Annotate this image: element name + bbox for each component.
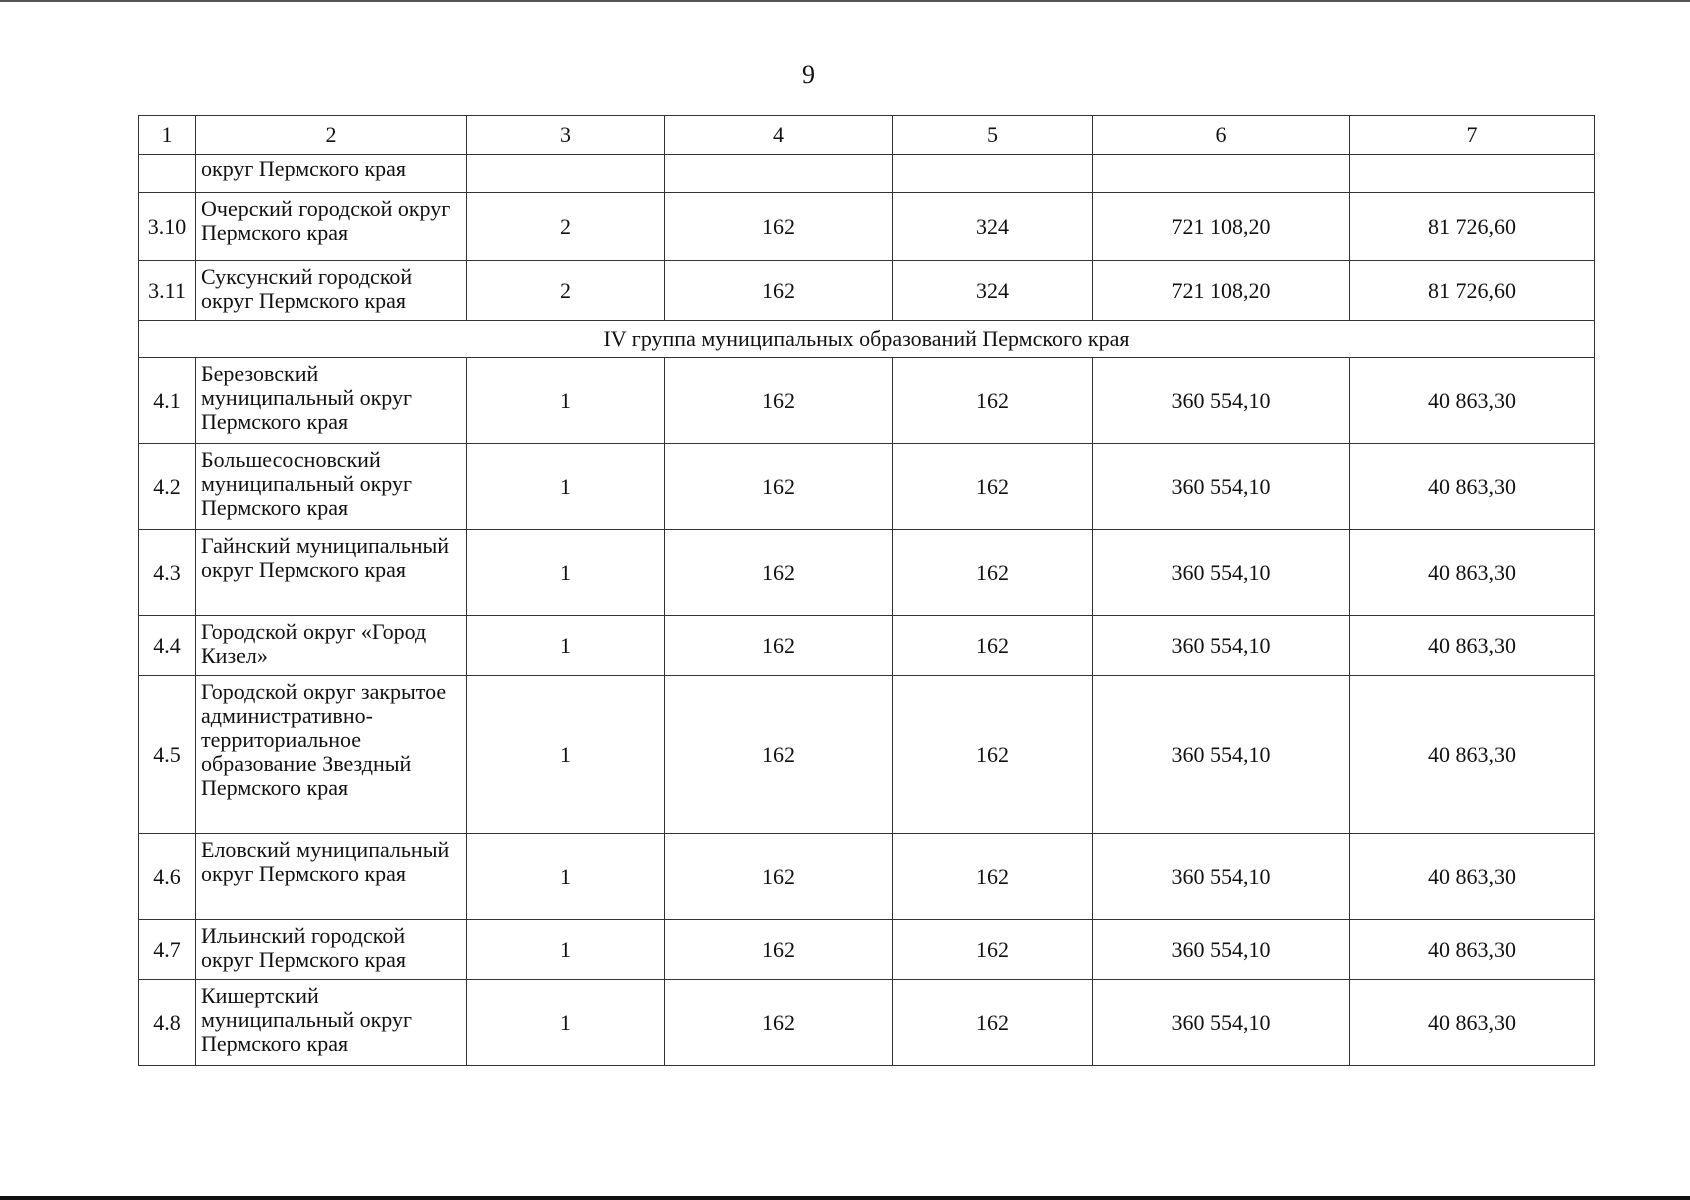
column-number: 7 — [1350, 116, 1595, 155]
column-number: 1 — [139, 116, 196, 155]
sub-amount-value: 81 726,60 — [1350, 193, 1595, 261]
count-value: 1 — [467, 920, 665, 980]
table-row — [139, 980, 1595, 1066]
table-row — [139, 530, 1595, 616]
sub-amount-value: 40 863,30 — [1350, 676, 1595, 834]
rate-value: 162 — [665, 920, 893, 980]
column-number: 3 — [467, 116, 665, 155]
column-number: 5 — [893, 116, 1093, 155]
continuation-row — [139, 155, 1595, 193]
column-number: 6 — [1093, 116, 1350, 155]
cell — [893, 155, 1093, 193]
rate-value: 162 — [665, 834, 893, 920]
total-value: 162 — [893, 616, 1093, 676]
table-container — [138, 115, 1595, 1066]
amount-value: 360 554,10 — [1093, 834, 1350, 920]
rate-value: 162 — [665, 261, 893, 321]
cell — [467, 155, 665, 193]
count-value: 1 — [467, 616, 665, 676]
sub-amount-value: 40 863,30 — [1350, 616, 1595, 676]
municipality-name: Городской округ «Город Кизел» — [196, 616, 467, 676]
row-number: 4.5 — [139, 676, 196, 834]
sub-amount-value: 40 863,30 — [1350, 920, 1595, 980]
bottom-scan-edge — [0, 1196, 1690, 1200]
count-value: 1 — [467, 676, 665, 834]
row-number: 3.10 — [139, 193, 196, 261]
municipality-name: Кишертский муниципальный округ Пермского края — [196, 980, 467, 1066]
total-value: 162 — [893, 444, 1093, 530]
row-number: 3.11 — [139, 261, 196, 321]
rate-value: 162 — [665, 616, 893, 676]
count-value: 1 — [467, 358, 665, 444]
municipality-name: Ильинский городской округ Пермского края — [196, 920, 467, 980]
table-row — [139, 261, 1595, 321]
column-number: 4 — [665, 116, 893, 155]
row-number: 4.8 — [139, 980, 196, 1066]
rate-value: 162 — [665, 676, 893, 834]
cell — [1350, 155, 1595, 193]
amount-value: 360 554,10 — [1093, 358, 1350, 444]
row-number: 4.1 — [139, 358, 196, 444]
column-number: 2 — [196, 116, 467, 155]
amount-value: 360 554,10 — [1093, 676, 1350, 834]
table-row — [139, 834, 1595, 920]
group4-rows — [139, 358, 1595, 1066]
municipality-name: Большесосновский муниципальный округ Пермского края — [196, 444, 467, 530]
amount-value: 360 554,10 — [1093, 920, 1350, 980]
cell — [1093, 155, 1350, 193]
allocation-table — [138, 115, 1595, 1066]
row-number: 4.3 — [139, 530, 196, 616]
amount-value: 721 108,20 — [1093, 261, 1350, 321]
group3-rows — [139, 193, 1595, 321]
amount-value: 360 554,10 — [1093, 616, 1350, 676]
rate-value: 162 — [665, 980, 893, 1066]
row-number: 4.2 — [139, 444, 196, 530]
row-number: 4.6 — [139, 834, 196, 920]
amount-value: 360 554,10 — [1093, 530, 1350, 616]
count-value: 1 — [467, 834, 665, 920]
amount-value: 360 554,10 — [1093, 444, 1350, 530]
total-value: 162 — [893, 530, 1093, 616]
total-value: 162 — [893, 920, 1093, 980]
rate-value: 162 — [665, 444, 893, 530]
page-number: 9 — [802, 60, 815, 89]
total-value: 162 — [893, 676, 1093, 834]
row-number: 4.4 — [139, 616, 196, 676]
count-value: 2 — [467, 261, 665, 321]
column-number-row — [139, 116, 1595, 155]
table-row — [139, 920, 1595, 980]
row-number: 4.7 — [139, 920, 196, 980]
table-row — [139, 193, 1595, 261]
amount-value: 721 108,20 — [1093, 193, 1350, 261]
amount-value: 360 554,10 — [1093, 980, 1350, 1066]
count-value: 1 — [467, 980, 665, 1066]
table-row — [139, 616, 1595, 676]
total-value: 162 — [893, 358, 1093, 444]
sub-amount-value: 40 863,30 — [1350, 358, 1595, 444]
sub-amount-value: 81 726,60 — [1350, 261, 1595, 321]
total-value: 324 — [893, 193, 1093, 261]
row-number — [139, 155, 196, 193]
count-value: 1 — [467, 530, 665, 616]
rate-value: 162 — [665, 530, 893, 616]
sub-amount-value: 40 863,30 — [1350, 530, 1595, 616]
total-value: 162 — [893, 834, 1093, 920]
sub-amount-value: 40 863,30 — [1350, 980, 1595, 1066]
municipality-name: Очерский городской округ Пермского края — [196, 193, 467, 261]
municipality-name: Гайнский муниципальный округ Пермского края — [196, 530, 467, 616]
rate-value: 162 — [665, 358, 893, 444]
municipality-name: Городской округ закрытое административно-территориальное образование Звездный Пермского края — [196, 676, 467, 834]
municipality-name: Березовский муниципальный округ Пермского края — [196, 358, 467, 444]
municipality-name: Суксунский городской округ Пермского края — [196, 261, 467, 321]
sub-amount-value: 40 863,30 — [1350, 834, 1595, 920]
group-title: IV группа муниципальных образований Пермского края — [139, 321, 1595, 358]
table-row — [139, 676, 1595, 834]
total-value: 324 — [893, 261, 1093, 321]
total-value: 162 — [893, 980, 1093, 1066]
count-value: 1 — [467, 444, 665, 530]
rate-value: 162 — [665, 193, 893, 261]
table-row — [139, 444, 1595, 530]
municipality-name: округ Пермского края — [196, 155, 467, 193]
cell — [665, 155, 893, 193]
top-scan-edge — [0, 0, 1690, 2]
table-row — [139, 358, 1595, 444]
municipality-name: Еловский муниципальный округ Пермского края — [196, 834, 467, 920]
count-value: 2 — [467, 193, 665, 261]
sub-amount-value: 40 863,30 — [1350, 444, 1595, 530]
group-heading-row — [139, 321, 1595, 358]
